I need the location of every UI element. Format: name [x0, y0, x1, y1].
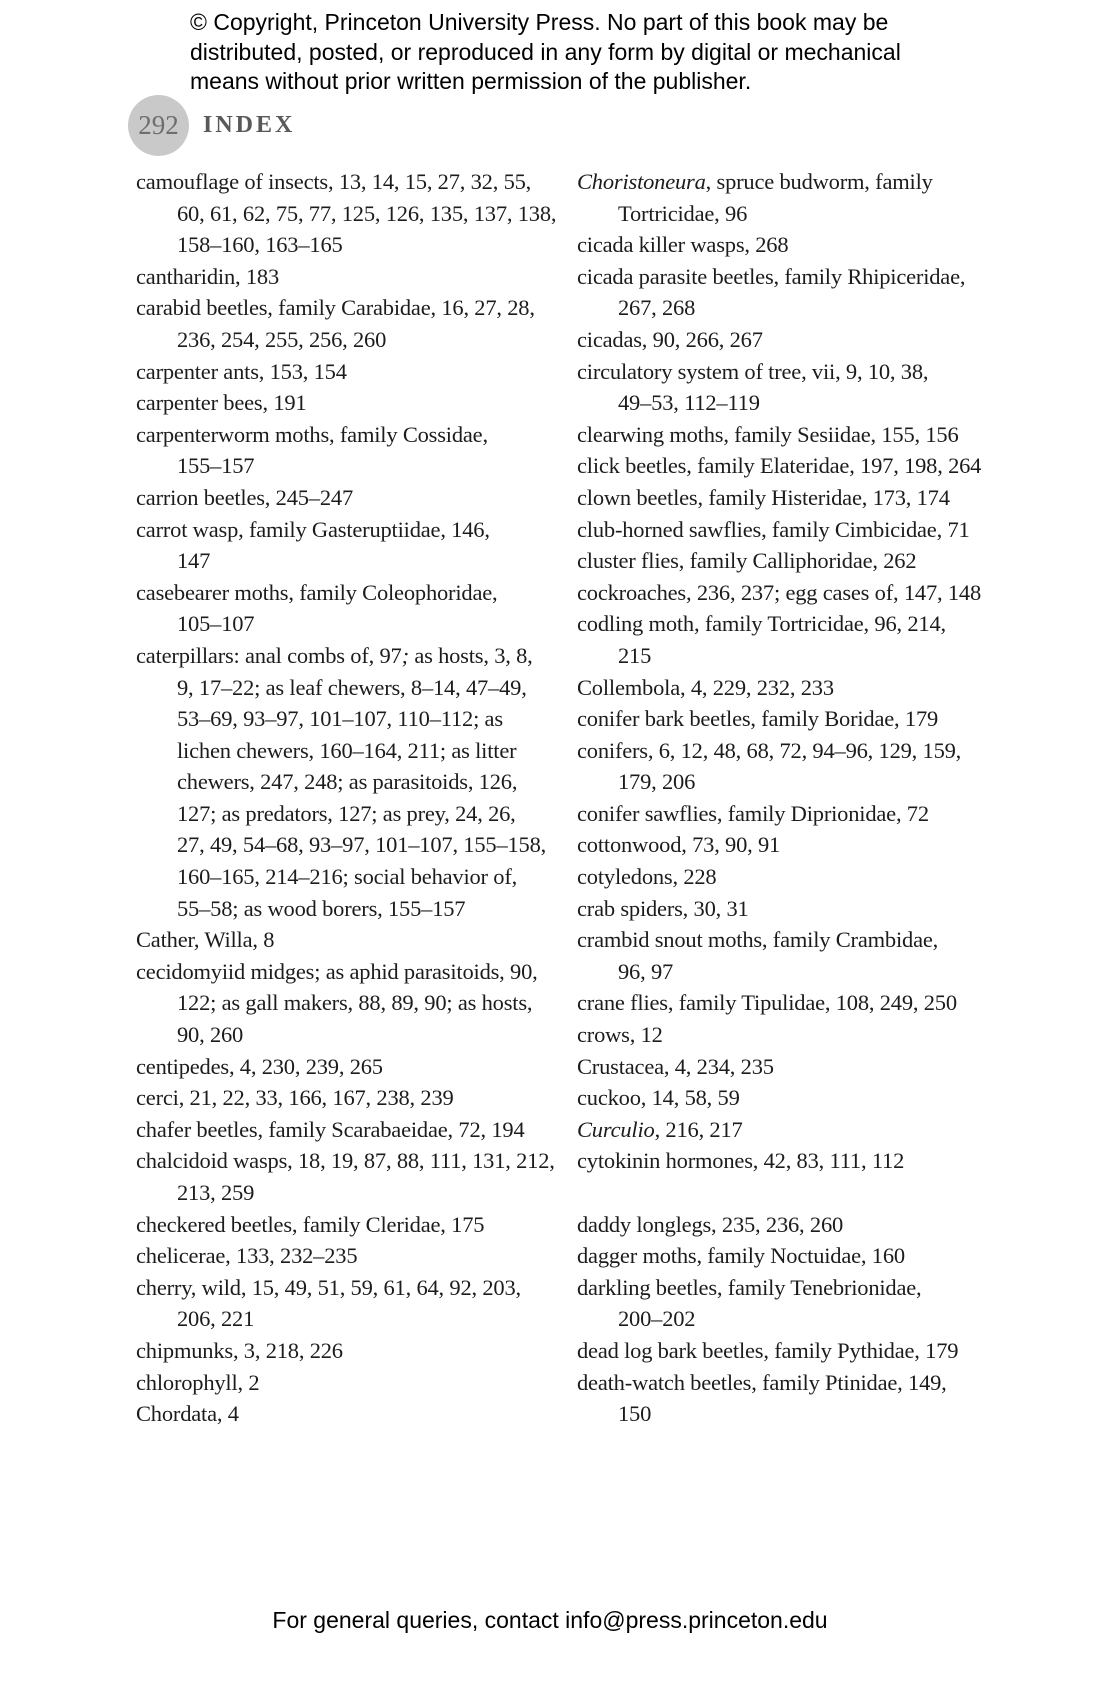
index-entry [577, 893, 1017, 925]
index-line [136, 1082, 556, 1114]
index-entry [136, 482, 556, 514]
index-line-continuation [136, 1303, 556, 1335]
index-entry [136, 1145, 556, 1208]
index-line [577, 1367, 1017, 1399]
index-text: 267, 268 [618, 295, 696, 321]
index-text: 147 [177, 548, 211, 574]
index-text: cuckoo, 14, 58, 59 [577, 1085, 740, 1111]
index-text: cluster flies, family Calliphoridae, 262 [577, 548, 917, 574]
index-entry [136, 1082, 556, 1114]
index-text: circulatory system of tree, vii, 9, 10, 38, [577, 358, 929, 384]
index-line-continuation [136, 198, 556, 230]
index-entry [577, 1114, 1017, 1146]
index-line [136, 261, 556, 293]
index-text: cicada killer wasps, 268 [577, 232, 789, 258]
index-line-continuation [577, 387, 1017, 419]
index-entry [136, 419, 556, 482]
index-line [136, 514, 556, 546]
index-line-continuation [136, 861, 556, 893]
index-entry [136, 292, 556, 355]
index-text: cottonwood, 73, 90, 91 [577, 832, 781, 858]
footer-queries-line: For general queries, contact info@press.princeton.edu [272, 1607, 828, 1633]
index-text: cotyledons, 228 [577, 864, 717, 890]
index-text: , 216, 217 [654, 1116, 743, 1142]
index-line [136, 387, 556, 419]
copyright-notice [190, 8, 901, 97]
index-entry [577, 577, 1017, 609]
index-entry [577, 261, 1017, 324]
index-entry [577, 450, 1017, 482]
index-entry [577, 356, 1017, 419]
index-text: lichen chewers, 160–164, 211; as litter [177, 737, 517, 763]
index-entry [577, 861, 1017, 893]
index-line [577, 1082, 1017, 1114]
index-text: dagger moths, family Noctuidae, 160 [577, 1243, 905, 1269]
index-entry [136, 514, 556, 577]
index-entry [577, 419, 1017, 451]
index-text: carpenter bees, 191 [136, 390, 307, 416]
index-line [577, 419, 1017, 451]
index-text: camouflage of insects, 13, 14, 15, 27, 32, 55, [136, 169, 532, 194]
index-entry [136, 261, 556, 293]
index-line [577, 450, 1017, 482]
copyright-line: means without prior written permission of the publisher. [190, 68, 752, 94]
index-text: crows, 12 [577, 1022, 663, 1048]
index-entry [136, 1398, 556, 1430]
index-text-italic: Curculio [577, 1116, 655, 1142]
index-line [136, 1145, 556, 1177]
index-text: carpenter ants, 153, 154 [136, 358, 347, 384]
index-text: 105–107 [177, 611, 255, 637]
index-text: 60, 61, 62, 75, 77, 125, 126, 135, 137, 138, [177, 200, 557, 226]
index-line [577, 356, 1017, 388]
page-number: 292 [138, 110, 179, 140]
index-text: 9, 17–22; as leaf chewers, 8–14, 47–49, [177, 674, 527, 700]
copyright-line: © Copyright, Princeton University Press. No part of this book may be [190, 9, 889, 35]
index-line [577, 703, 1017, 735]
index-text: dead log bark beetles, family Pythidae, 179 [577, 1337, 959, 1363]
index-entry [577, 482, 1017, 514]
index-text: 53–69, 93–97, 101–107, 110–112; as [177, 706, 503, 732]
index-line [577, 1051, 1017, 1083]
index-line [577, 798, 1017, 830]
index-line [577, 1272, 1017, 1304]
index-line [577, 324, 1017, 356]
index-line-continuation [136, 229, 556, 261]
index-text: 206, 221 [177, 1306, 255, 1332]
index-text: 158–160, 163–165 [177, 232, 343, 258]
index-column-right [577, 166, 1017, 1430]
index-line-continuation [577, 956, 1017, 988]
index-text: 90, 260 [177, 1022, 244, 1048]
index-line [136, 640, 556, 672]
index-text: carrion beetles, 245–247 [136, 484, 354, 510]
index-line-continuation [136, 672, 556, 704]
index-line [136, 1272, 556, 1304]
index-line [136, 419, 556, 451]
index-line [136, 924, 556, 956]
index-line [136, 166, 556, 198]
index-entry [136, 640, 556, 924]
index-line-continuation [136, 703, 556, 735]
copyright-line: distributed, posted, or reproduced in any form by digital or mechanical [190, 38, 901, 65]
index-text: crane flies, family Tipulidae, 108, 249, 250 [577, 990, 957, 1016]
index-entry [577, 672, 1017, 704]
index-text: 236, 254, 255, 256, 260 [177, 326, 387, 352]
index-line-continuation [577, 640, 1017, 672]
index-text: 155–157 [177, 453, 255, 479]
index-line [577, 1019, 1017, 1051]
index-text: daddy longlegs, 235, 236, 260 [577, 1211, 844, 1237]
index-line-continuation [136, 766, 556, 798]
index-line [577, 261, 1017, 293]
section-title: INDEX [203, 112, 296, 138]
index-text: carrot wasp, family Gasteruptiidae, 146, [136, 516, 490, 542]
index-entry [136, 1209, 556, 1241]
index-text: cicada parasite beetles, family Rhipiceridae, [577, 263, 966, 289]
index-entry [136, 1272, 556, 1335]
index-line [136, 1240, 556, 1272]
index-entry [136, 1240, 556, 1272]
index-line [577, 1114, 1017, 1146]
index-line [577, 514, 1017, 546]
index-entry [577, 324, 1017, 356]
index-text: darkling beetles, family Tenebrionidae, [577, 1274, 922, 1300]
index-text: codling moth, family Tortricidae, 96, 214, [577, 611, 946, 637]
index-line-continuation [136, 1177, 556, 1209]
index-line [136, 356, 556, 388]
index-entry [577, 1082, 1017, 1114]
index-entry [136, 577, 556, 640]
index-text: Chordata, 4 [136, 1401, 239, 1427]
index-line [136, 1051, 556, 1083]
index-text: 215 [618, 642, 652, 668]
index-text: cockroaches, 236, 237; egg cases of, 147, 148 [577, 579, 982, 605]
index-text: 122; as gall makers, 88, 89, 90; as hosts, [177, 990, 533, 1016]
index-line [577, 672, 1017, 704]
index-line [577, 166, 1017, 198]
index-entry [136, 1335, 556, 1367]
index-text: 213, 259 [177, 1180, 255, 1205]
index-line-continuation [577, 292, 1017, 324]
index-text: death-watch beetles, family Ptinidae, 149, [577, 1369, 947, 1395]
index-text: cytokinin hormones, 42, 83, 111, 112 [577, 1148, 905, 1174]
index-text: , spruce budworm, family [705, 169, 933, 194]
index-entry [577, 924, 1017, 987]
index-text: cecidomyiid midges; as aphid parasitoids, 90, [136, 958, 538, 984]
index-entry [577, 1019, 1017, 1051]
index-line [136, 1398, 556, 1430]
index-text: clearwing moths, family Sesiidae, 155, 156 [577, 421, 959, 447]
index-line [577, 608, 1017, 640]
index-entry [136, 1114, 556, 1146]
index-entry [136, 1367, 556, 1399]
index-text: Cather, Willa, 8 [136, 927, 275, 953]
index-text: chelicerae, 133, 232–235 [136, 1243, 358, 1269]
index-text-italic: Choristoneura [577, 169, 706, 194]
index-column-left [136, 166, 556, 1430]
index-line [577, 1145, 1017, 1177]
index-entry [577, 608, 1017, 671]
index-line [577, 1240, 1017, 1272]
index-text: 200–202 [618, 1306, 696, 1332]
index-line-continuation [136, 324, 556, 356]
index-line [577, 829, 1017, 861]
index-line [577, 987, 1017, 1019]
index-text: Crustacea, 4, 234, 235 [577, 1053, 774, 1079]
index-line [136, 292, 556, 324]
index-text: chlorophyll, 2 [136, 1369, 260, 1395]
index-entry [577, 735, 1017, 798]
index-entry [577, 798, 1017, 830]
index-text: 96, 97 [618, 958, 674, 984]
index-text: carabid beetles, family Carabidae, 16, 27, 28, [136, 295, 535, 321]
index-line-continuation [136, 545, 556, 577]
index-text: Collembola, 4, 229, 232, 233 [577, 674, 834, 700]
index-text: cantharidin, 183 [136, 263, 280, 289]
index-line-continuation [136, 987, 556, 1019]
index-entry [577, 166, 1017, 229]
index-line [577, 861, 1017, 893]
index-text: chafer beetles, family Scarabaeidae, 72, 194 [136, 1116, 525, 1142]
index-text: crab spiders, 30, 31 [577, 895, 749, 921]
index-entry [577, 1335, 1017, 1367]
index-line [577, 229, 1017, 261]
index-text: caterpillars: anal combs of, 97 [136, 642, 402, 668]
index-entry [577, 514, 1017, 546]
index-entry [136, 924, 556, 956]
index-line [577, 1335, 1017, 1367]
index-line-continuation [136, 893, 556, 925]
index-text: conifer sawflies, family Diprionidae, 72 [577, 800, 929, 826]
index-entry [577, 1209, 1017, 1241]
index-entry [577, 229, 1017, 261]
index-line-continuation [577, 1398, 1017, 1430]
index-text: conifer bark beetles, family Boridae, 179 [577, 706, 939, 732]
index-line-continuation [136, 450, 556, 482]
index-entry [577, 703, 1017, 735]
index-text: clown beetles, family Histeridae, 173, 174 [577, 484, 950, 510]
index-text: click beetles, family Elateridae, 197, 198, 264 [577, 453, 982, 479]
index-line-continuation [136, 829, 556, 861]
index-entry [136, 166, 556, 261]
index-text: Tortricidae, 96 [618, 200, 748, 226]
index-line [577, 893, 1017, 925]
index-text: 27, 49, 54–68, 93–97, 101–107, 155–158, [177, 832, 547, 858]
index-text: casebearer moths, family Coleophoridae, [136, 579, 498, 605]
index-entry [577, 1367, 1017, 1430]
index-entry [136, 387, 556, 419]
index-text: cerci, 21, 22, 33, 166, 167, 238, 239 [136, 1085, 454, 1111]
index-line-continuation [136, 1019, 556, 1051]
index-text: chalcidoid wasps, 18, 19, 87, 88, 111, 131, 212, [136, 1148, 555, 1174]
index-entry [577, 987, 1017, 1019]
index-line [136, 1367, 556, 1399]
index-entry [577, 1240, 1017, 1272]
index-line [577, 545, 1017, 577]
index-line [136, 1114, 556, 1146]
index-line [136, 956, 556, 988]
index-line-continuation [577, 766, 1017, 798]
page-number-badge [128, 95, 189, 156]
index-line [577, 1209, 1017, 1241]
index-entry [577, 1051, 1017, 1083]
index-entry [136, 956, 556, 1051]
index-text: as hosts, 3, 8, [408, 642, 533, 668]
index-text: cicadas, 90, 266, 267 [577, 326, 763, 352]
index-entry [577, 1145, 1017, 1177]
index-line [136, 1209, 556, 1241]
index-line-continuation [577, 198, 1017, 230]
index-text: checkered beetles, family Cleridae, 175 [136, 1211, 485, 1237]
index-text: chewers, 247, 248; as parasitoids, 126, [177, 769, 518, 795]
index-line [577, 735, 1017, 767]
index-text: 127; as predators, 127; as prey, 24, 26, [177, 800, 516, 826]
index-text: carpenterworm moths, family Cossidae, [136, 421, 488, 447]
index-text: 55–58; as wood borers, 155–157 [177, 895, 466, 921]
index-entry [136, 356, 556, 388]
index-text: 179, 206 [618, 769, 696, 795]
index-text-italic: ; [401, 642, 409, 668]
index-text: 150 [618, 1401, 652, 1427]
index-text: crambid snout moths, family Crambidae, [577, 927, 939, 953]
index-line-continuation [136, 735, 556, 767]
index-line-continuation [136, 798, 556, 830]
index-entry [577, 545, 1017, 577]
index-line-continuation [577, 1303, 1017, 1335]
index-line-continuation [136, 608, 556, 640]
index-line [577, 924, 1017, 956]
index-text: centipedes, 4, 230, 239, 265 [136, 1053, 383, 1079]
index-text: chipmunks, 3, 218, 226 [136, 1337, 343, 1363]
index-entry [577, 829, 1017, 861]
index-text: club-horned sawflies, family Cimbicidae, 71 [577, 516, 970, 542]
index-entry [136, 1051, 556, 1083]
index-line [136, 1335, 556, 1367]
index-line [577, 482, 1017, 514]
column-spacer [577, 1177, 1017, 1209]
index-text: conifers, 6, 12, 48, 68, 72, 94–96, 129, 159, [577, 737, 962, 763]
index-text: cherry, wild, 15, 49, 51, 59, 61, 64, 92, 203, [136, 1274, 521, 1300]
index-text: 160–165, 214–216; social behavior of, [177, 864, 518, 890]
index-text: 49–53, 112–119 [618, 390, 760, 416]
index-entry [577, 1272, 1017, 1335]
index-line [136, 577, 556, 609]
index-line [577, 577, 1017, 609]
index-line [136, 482, 556, 514]
